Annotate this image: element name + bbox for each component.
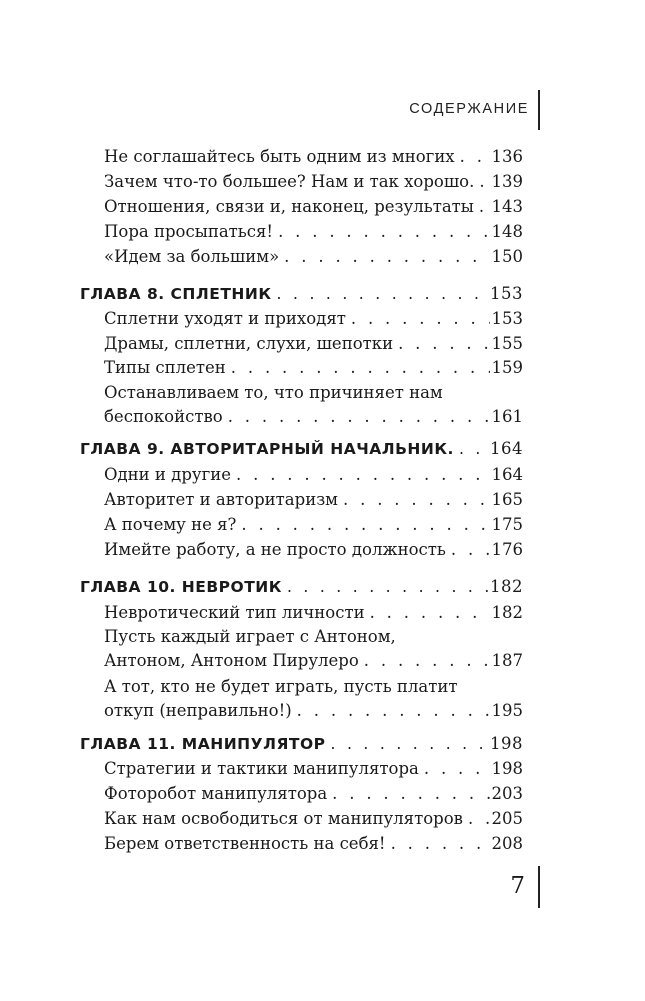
- toc-chapter-title: ГЛАВА 8. СПЛЕТНИК: [80, 285, 272, 303]
- toc-entry-title-line1: Останавливаем то, что причиняет нам: [104, 383, 443, 402]
- toc-chapter[interactable]: [80, 284, 523, 304]
- leader-dots: [236, 465, 489, 485]
- toc-entry[interactable]: [104, 465, 523, 485]
- toc-entry-title: Пора просыпаться!: [104, 222, 274, 241]
- toc-entry[interactable]: [104, 759, 523, 779]
- toc-entry-title: Одни и другие: [104, 465, 232, 484]
- leader-dots: [424, 759, 490, 779]
- header-rule: [538, 90, 540, 130]
- toc-entry-page: 208: [491, 834, 523, 853]
- toc-entry-title: Берем ответственность на себя!: [104, 834, 386, 853]
- toc-entry-page: 143: [491, 197, 523, 216]
- toc-entry[interactable]: [104, 383, 523, 427]
- toc-entry[interactable]: [104, 627, 523, 671]
- toc-entry[interactable]: [104, 358, 523, 378]
- toc-entry-title: Отношения, связи и, наконец, результаты: [104, 197, 474, 216]
- toc-entry-title: Не соглашайтесь быть одним из многих: [104, 147, 455, 166]
- leader-dots: [331, 734, 488, 754]
- toc-entry[interactable]: [104, 172, 523, 192]
- leader-dots: [370, 603, 490, 623]
- leader-dots: [287, 577, 488, 597]
- toc-entry-page: 148: [491, 222, 523, 241]
- leader-dots: [332, 784, 489, 804]
- toc-entry[interactable]: [104, 834, 523, 854]
- toc-entry-page: 182: [491, 603, 523, 622]
- toc-entry[interactable]: [104, 334, 523, 354]
- toc-chapter-title: ГЛАВА 9. АВТОРИТАРНЫЙ НАЧАЛЬНИК.: [80, 440, 454, 458]
- toc-entry[interactable]: [104, 603, 523, 623]
- toc-entry[interactable]: [104, 147, 523, 167]
- toc-entry-title-line1: Пусть каждый играет с Антоном,: [104, 627, 396, 646]
- leader-dots: [231, 358, 490, 378]
- toc-chapter-page: 182: [490, 577, 523, 596]
- toc-entry-title: Стратегии и тактики манипулятора: [104, 759, 419, 778]
- toc-entry-title: Типы сплетен: [104, 358, 226, 377]
- toc-entry-page: 153: [491, 309, 523, 328]
- leader-dots: [343, 490, 489, 510]
- toc-entry[interactable]: [104, 540, 523, 560]
- toc-chapter-title: ГЛАВА 10. НЕВРОТИК: [80, 578, 282, 596]
- toc-entry[interactable]: [104, 809, 523, 829]
- leader-dots: [468, 809, 490, 829]
- toc-chapter-page: 153: [490, 284, 523, 303]
- toc-entry-title-line2: откуп (неправильно!): [104, 701, 292, 720]
- toc-entry-page: 175: [491, 515, 523, 534]
- leader-dots: [364, 651, 490, 671]
- toc-entry-title-line1: А тот, кто не будет играть, пусть платит: [104, 677, 458, 696]
- toc-entry-page: 203: [491, 784, 523, 803]
- toc-entry-page: 155: [491, 334, 523, 353]
- toc-entry-title: Сплетни уходят и приходят: [104, 309, 346, 328]
- toc-chapter[interactable]: [80, 734, 523, 754]
- toc-entry-page: 165: [491, 490, 523, 509]
- running-header: СОДЕРЖАНИЕ: [409, 101, 529, 117]
- toc-entry-page: 198: [491, 759, 523, 778]
- toc-entry-title-line2: беспокойство: [104, 407, 223, 426]
- toc-entry[interactable]: [104, 677, 523, 721]
- toc-entry-title-line2: Антоном, Антоном Пирулеро: [104, 651, 359, 670]
- toc-entry-page: 161: [491, 407, 523, 426]
- page-number: 7: [510, 873, 525, 899]
- toc-entry-title: Фоторобот манипулятора: [104, 784, 328, 803]
- toc-chapter-page: 198: [490, 734, 523, 753]
- toc-entry-title: Имейте работу, а не просто должность: [104, 540, 446, 559]
- toc-entry-title: Драмы, сплетни, слухи, шепотки: [104, 334, 394, 353]
- toc-entry-page: 136: [491, 147, 523, 166]
- leader-dots: [391, 834, 490, 854]
- leader-dots: [451, 540, 490, 560]
- leader-dots: [398, 334, 489, 354]
- toc-entry-page: 187: [491, 651, 523, 670]
- toc-entry[interactable]: [104, 247, 523, 267]
- toc-entry-title: Невротический тип личности: [104, 603, 365, 622]
- toc-chapter-title: ГЛАВА 11. МАНИПУЛЯТОР: [80, 735, 326, 753]
- leader-dots: [479, 197, 490, 217]
- leader-dots: [297, 701, 490, 721]
- toc-entry-page: 159: [491, 358, 523, 377]
- toc-entry[interactable]: [104, 309, 523, 329]
- leader-dots: [479, 172, 489, 192]
- toc-entry-title: А почему не я?: [104, 515, 237, 534]
- toc-entry[interactable]: [104, 490, 523, 510]
- toc-entry-page: 139: [491, 172, 523, 191]
- footer-rule: [538, 866, 540, 908]
- leader-dots: [241, 515, 489, 535]
- toc-chapter[interactable]: [80, 439, 523, 459]
- toc-entry-page: 150: [491, 247, 523, 266]
- toc-entry-page: 205: [491, 809, 523, 828]
- leader-dots: [460, 147, 490, 167]
- toc-chapter-page: 164: [490, 439, 523, 458]
- toc-entry-title: Как нам освободиться от манипуляторов: [104, 809, 463, 828]
- leader-dots: [277, 284, 488, 304]
- toc-entry-page: 164: [491, 465, 523, 484]
- toc-entry-title: Зачем что-то большее? Нам и так хорошо.: [104, 172, 475, 191]
- leader-dots: [278, 222, 489, 242]
- leader-dots: [459, 439, 488, 459]
- leader-dots: [351, 309, 490, 329]
- toc-entry[interactable]: [104, 222, 523, 242]
- toc-entry-page: 195: [491, 701, 523, 720]
- toc-entry-page: 176: [491, 540, 523, 559]
- toc-entry-title: Авторитет и авторитаризм: [104, 490, 339, 509]
- toc-entry[interactable]: [104, 784, 523, 804]
- leader-dots: [228, 407, 490, 427]
- toc-entry[interactable]: [104, 515, 523, 535]
- toc-entry-title: «Идем за большим»: [104, 247, 280, 266]
- leader-dots: [284, 247, 489, 267]
- toc-entry[interactable]: [104, 197, 523, 217]
- toc-chapter[interactable]: [80, 577, 523, 597]
